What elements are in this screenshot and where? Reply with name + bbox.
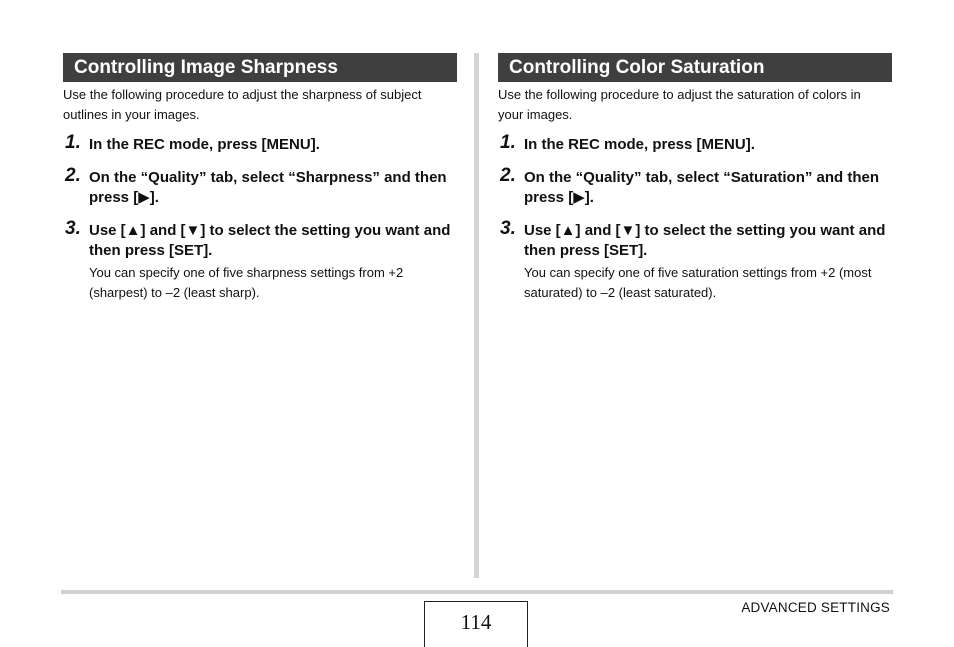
- footer-section-label: ADVANCED SETTINGS: [741, 600, 890, 615]
- step-note: You can specify one of five sharpness settings from +2 (sharpest) to –2 (least sharp).: [89, 265, 404, 300]
- section-saturation: [498, 53, 892, 302]
- section-intro: Use the following procedure to adjust the sharpness of subject outlines in your images.: [63, 87, 422, 122]
- step-number: 1.: [500, 132, 516, 153]
- step-text: Use [▲] and [▼] to select the setting you want and then press [SET].: [524, 222, 886, 259]
- step-number: 2.: [65, 165, 81, 186]
- section-title: Controlling Color Saturation: [498, 53, 892, 82]
- step-item: [498, 165, 892, 208]
- page-number: 114: [424, 601, 528, 647]
- step-number: 3.: [500, 218, 516, 239]
- step-text: Use [▲] and [▼] to select the setting you want and then press [SET].: [89, 222, 451, 259]
- step-text: In the REC mode, press [MENU].: [524, 136, 755, 153]
- step-number: 1.: [65, 132, 81, 153]
- section-title: Controlling Image Sharpness: [63, 53, 457, 82]
- step-note: You can specify one of five saturation settings from +2 (most saturated) to –2 (least saturated).: [524, 265, 872, 300]
- step-item: [63, 132, 457, 155]
- step-list: [63, 132, 457, 302]
- column-divider: [474, 53, 479, 578]
- section-sharpness: [63, 53, 457, 302]
- step-text: In the REC mode, press [MENU].: [89, 136, 320, 153]
- step-text: On the “Quality” tab, select “Saturation” and then press [▶].: [524, 169, 880, 206]
- step-number: 3.: [65, 218, 81, 239]
- step-list: [498, 132, 892, 302]
- step-item: [63, 165, 457, 208]
- step-item: [498, 218, 892, 302]
- step-item: [63, 218, 457, 302]
- footer-rule: [61, 590, 893, 594]
- step-item: [498, 132, 892, 155]
- step-number: 2.: [500, 165, 516, 186]
- section-intro: Use the following procedure to adjust the saturation of colors in your images.: [498, 87, 861, 122]
- step-text: On the “Quality” tab, select “Sharpness” and then press [▶].: [89, 169, 447, 206]
